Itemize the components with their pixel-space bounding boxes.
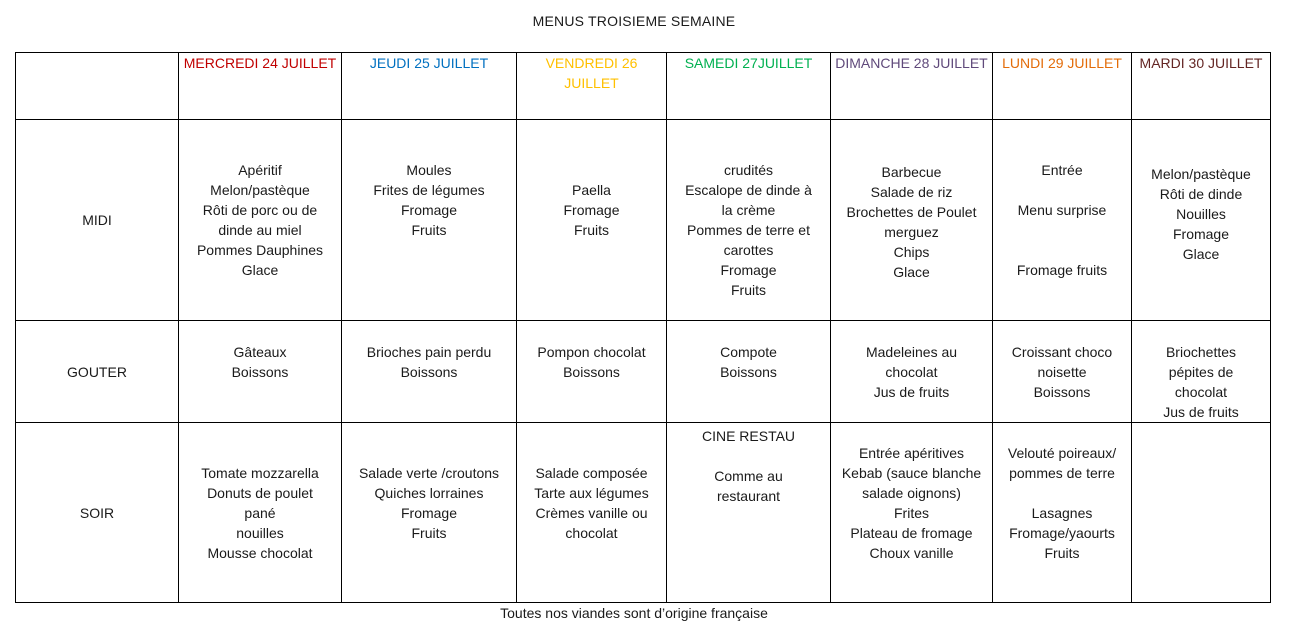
day-header-thursday: JEUDI 25 JUILLET (342, 53, 517, 120)
row-label-soir: SOIR (16, 423, 179, 603)
menu-item: Fromage (400, 505, 458, 521)
spacer-line (997, 180, 1127, 200)
spacer-line (671, 446, 826, 466)
day-header-saturday: SAMEDI 27JUILLET (667, 53, 831, 120)
menu-item: Chips (893, 244, 930, 260)
menu-item: Nouilles (1176, 206, 1226, 222)
menu-item: Briochettes (1165, 344, 1237, 360)
menu-item: Melon/pastèque (1151, 166, 1251, 182)
menu-item: Melon/pastèque (210, 182, 310, 198)
menu-item: Paella (572, 182, 611, 198)
menu-cell (517, 321, 667, 423)
menu-item: Entrée apéritives (858, 445, 965, 461)
menu-item: Escalope de dinde à (685, 182, 812, 198)
day-header-monday: LUNDI 29 JUILLET (993, 53, 1132, 120)
menu-item: chocolat (1174, 384, 1228, 400)
menu-item: la crème (721, 202, 776, 218)
menu-item: Brochettes de Poulet (846, 204, 977, 220)
day-header-friday: VENDREDI 26 JUILLET (517, 53, 667, 120)
menu-table (15, 52, 1271, 603)
menu-item: Crèmes vanille ou (535, 505, 648, 521)
day-header-wednesday: MERCREDI 24 JUILLET (179, 53, 342, 120)
footnote: Toutes nos viandes sont d’origine française (500, 605, 768, 621)
menu-item: Salade composée (535, 465, 648, 481)
menu-item: restaurant (716, 488, 781, 504)
menu-item: Fruits (411, 222, 447, 238)
menu-item: noisette (1037, 364, 1087, 380)
menu-cell (517, 423, 667, 603)
meal-row-soir (16, 423, 1271, 603)
spacer-line (997, 240, 1127, 260)
menu-item: merguez (884, 224, 939, 240)
row-label-gouter: GOUTER (16, 321, 179, 423)
menu-item: Fruits (411, 525, 447, 541)
menu-item: Quiches lorraines (374, 485, 484, 501)
menu-item: Entrée (1041, 162, 1083, 178)
menu-cell (1132, 321, 1271, 423)
menu-cell (179, 423, 342, 603)
menu-item: Boissons (400, 364, 458, 380)
menu-item: Fromage fruits (1016, 262, 1108, 278)
menu-item: Menu surprise (1017, 202, 1107, 218)
menu-item: Fromage (720, 262, 777, 278)
menu-item: Plateau de fromage (850, 525, 973, 541)
menu-cell (667, 321, 831, 423)
header-row (16, 53, 1271, 120)
menu-cell (179, 120, 342, 321)
menu-cell (667, 120, 831, 321)
menu-item: Fromage (1172, 226, 1230, 242)
menu-item: Fruits (574, 222, 609, 238)
menu-item: Boissons (231, 364, 289, 380)
menu-item: Velouté poireaux/ (1007, 445, 1117, 461)
menu-item: Madeleines au (865, 344, 958, 360)
page-title: MENUS TROISIEME SEMAINE (532, 13, 736, 29)
menu-item: Boissons (720, 364, 777, 380)
menu-item: Fromage (400, 202, 458, 218)
menu-item: Glace (1182, 246, 1220, 262)
menu-item: nouilles (236, 525, 284, 541)
menu-item: Salade de riz (870, 184, 953, 200)
menu-cell (831, 423, 993, 603)
day-header-tuesday: MARDI 30 JUILLET (1132, 53, 1271, 120)
menu-item: Boissons (563, 364, 620, 380)
menu-cell (517, 120, 667, 321)
menu-cell (831, 120, 993, 321)
menu-item: Comme au (714, 468, 783, 484)
menu-item: Tomate mozzarella (201, 465, 319, 481)
menu-item: Jus de fruits (873, 384, 950, 400)
spacer-line (997, 483, 1127, 503)
menu-cell (342, 120, 517, 321)
menu-item: Compote (720, 344, 777, 360)
menu-cell (993, 120, 1132, 321)
menu-item: Tarte aux légumes (534, 485, 649, 501)
menu-cell (342, 321, 517, 423)
menu-item: Fruits (731, 282, 766, 298)
menu-item: Gâteaux (233, 344, 287, 360)
menu-item: Glace (893, 264, 930, 280)
menu-item: Donuts de poulet (207, 485, 313, 501)
menu-item: pépites de (1168, 364, 1234, 380)
menu-item: pommes de terre (1009, 465, 1115, 481)
row-label-midi: MIDI (16, 120, 179, 321)
menu-item: Choux vanille (869, 545, 954, 561)
menu-item: Barbecue (881, 164, 942, 180)
menu-cell (831, 321, 993, 423)
menu-item: Apéritif (238, 162, 282, 178)
menu-item: dinde au miel (218, 222, 302, 238)
menu-item: Rôti de dinde (1159, 186, 1243, 202)
menu-item: Moules (406, 162, 452, 178)
menu-item: CINE RESTAU (701, 428, 796, 444)
menu-item: pané (244, 505, 276, 521)
menu-item: Frites de légumes (373, 182, 485, 198)
spacer-line (997, 220, 1127, 240)
menu-item: Glace (241, 262, 279, 278)
menu-item: Frites (894, 505, 929, 521)
day-header-sunday: DIMANCHE 28 JUILLET (831, 53, 993, 120)
corner-cell (16, 53, 179, 120)
menu-item: Croissant choco (1011, 344, 1113, 360)
menu-item: salade oignons) (862, 485, 961, 501)
menu-item: Rôti de porc ou de (202, 202, 318, 218)
meal-row-gouter (16, 321, 1271, 423)
menu-item: Fromage (563, 202, 620, 218)
menu-cell (1132, 423, 1271, 603)
menu-item: carottes (723, 242, 774, 258)
menu-item: Kebab (sauce blanche (841, 465, 982, 481)
menu-item: Fruits (1044, 545, 1080, 561)
menu-item: chocolat (565, 525, 618, 541)
meal-row-midi (16, 120, 1271, 321)
menu-item: Lasagnes (1031, 505, 1093, 521)
menu-cell (342, 423, 517, 603)
menu-cell (179, 321, 342, 423)
menu-item: Pompon chocolat (537, 344, 646, 360)
menu-item: chocolat (885, 364, 938, 380)
menu-cell (993, 321, 1132, 423)
menu-cell (993, 423, 1132, 603)
menu-item: Brioches pain perdu (366, 344, 492, 360)
menu-item: crudités (723, 162, 774, 178)
menu-cell (667, 423, 831, 603)
menu-item: Pommes de terre et (687, 222, 810, 238)
menu-item: Salade verte /croutons (358, 465, 500, 481)
menu-item: Jus de fruits (1163, 404, 1239, 420)
menu-item: Boissons (1033, 384, 1091, 400)
menu-cell (1132, 120, 1271, 321)
menu-item: Pommes Dauphines (196, 242, 324, 258)
menu-item: Fromage/yaourts (1009, 525, 1115, 541)
menu-item: Mousse chocolat (207, 545, 313, 561)
